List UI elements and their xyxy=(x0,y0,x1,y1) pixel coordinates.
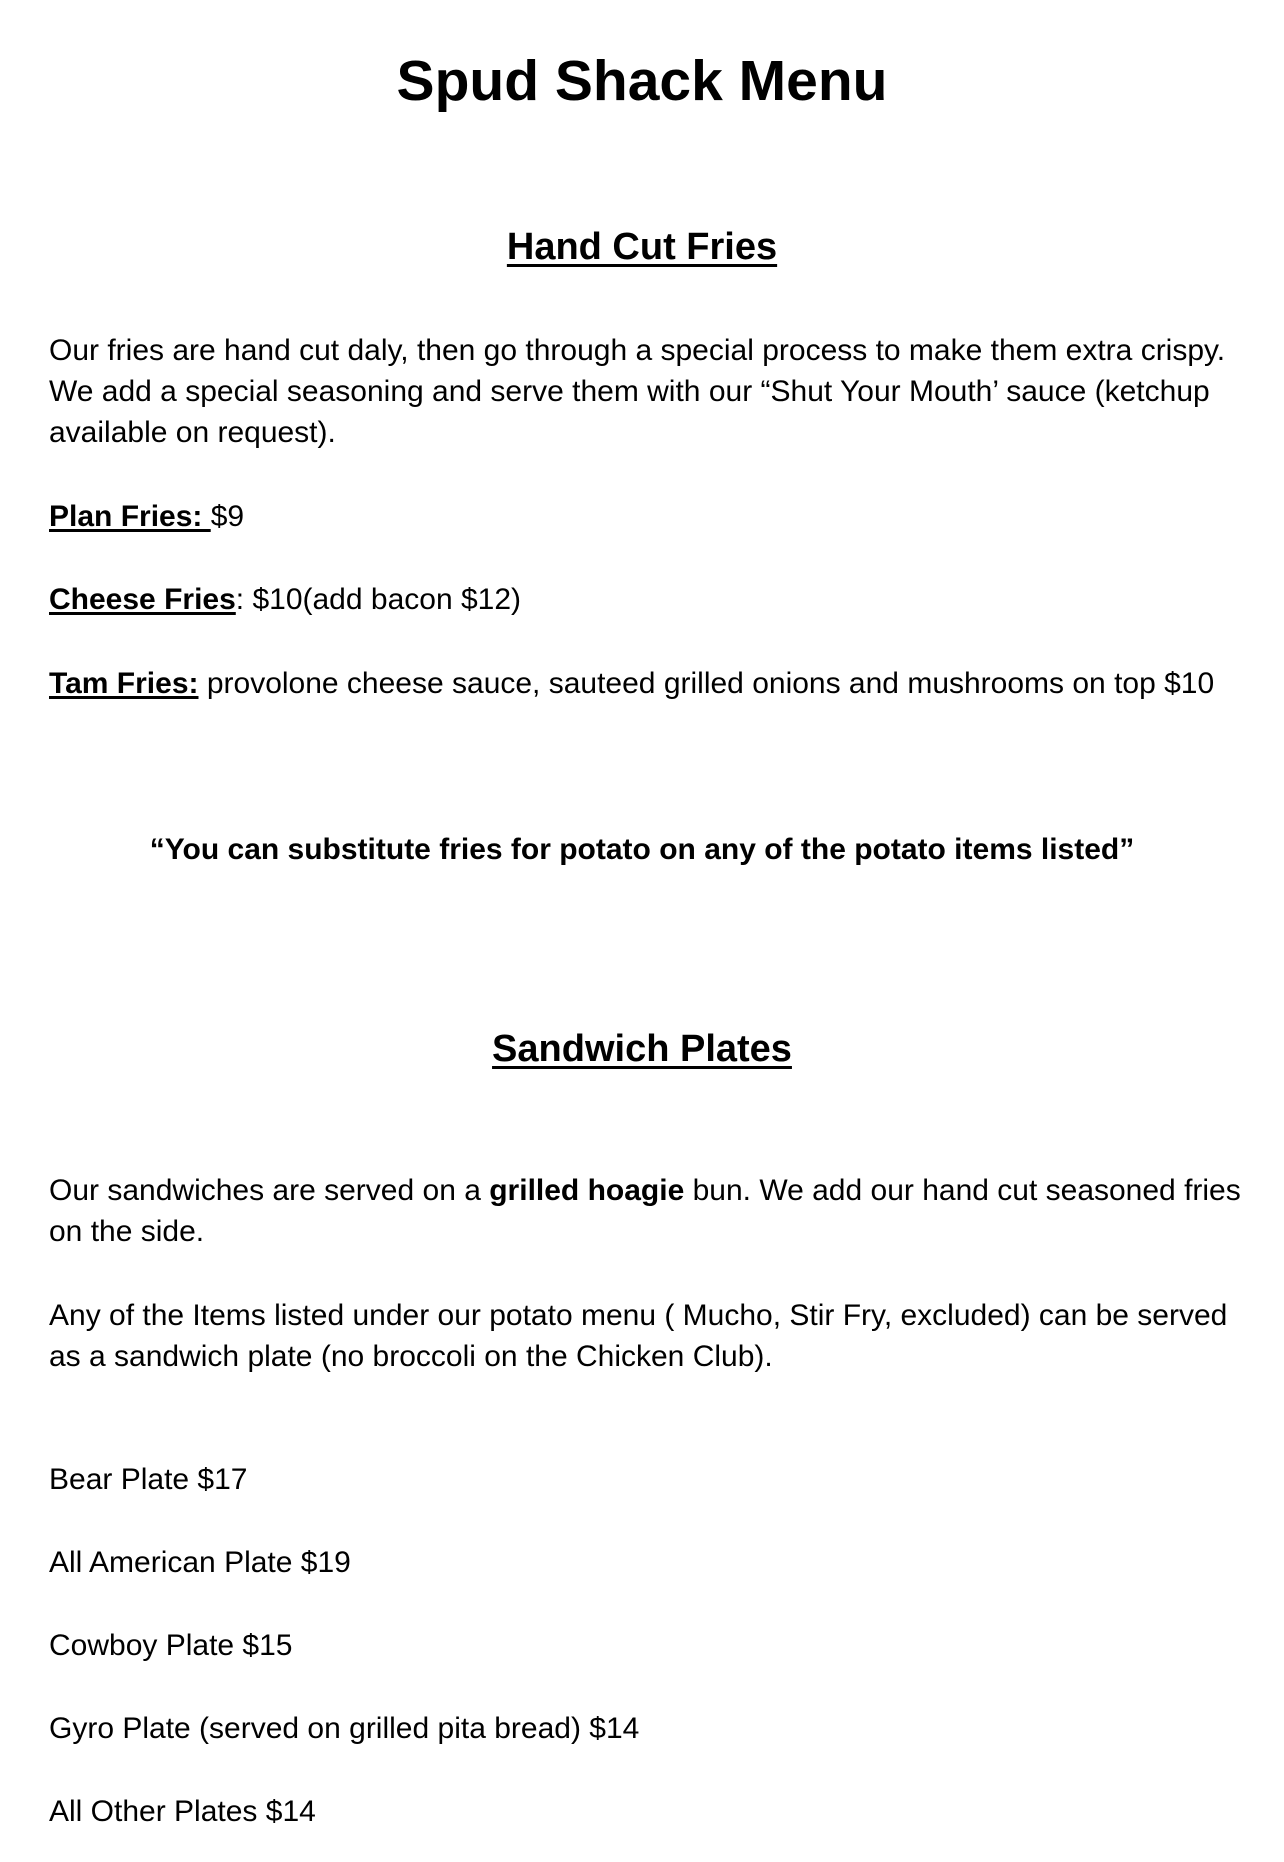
page-title: Spud Shack Menu xyxy=(396,49,888,113)
item-name: Plan Fries: xyxy=(49,500,211,533)
plate-item: All Other Plates $14 xyxy=(49,1795,316,1828)
sandwich-intro-2: Any of the Items listed under our potato menu ( Mucho, Stir Fry, excluded) can be served as a sandwich plate (no broccoli on the Chicken Club). xyxy=(49,1299,1228,1373)
item-desc: : $10(add bacon $12) xyxy=(235,583,522,616)
intro-bold-text: grilled hoagie xyxy=(489,1174,685,1207)
item-desc: $9 xyxy=(210,500,245,533)
intro-text: bun. We add our hand cut seasoned fries on the side. xyxy=(49,1174,1241,1248)
plate-item: All American Plate $19 xyxy=(49,1546,351,1579)
item-name: Tam Fries: xyxy=(49,667,199,700)
plate-item: Cowboy Plate $15 xyxy=(49,1629,293,1662)
sandwich-intro xyxy=(49,1170,1249,1252)
plate-item: Bear Plate $17 xyxy=(49,1463,248,1496)
fries-item-plan xyxy=(49,496,1249,537)
item-name: Cheese Fries xyxy=(49,583,236,616)
intro-text: Our sandwiches are served on a xyxy=(49,1174,490,1207)
fries-intro: Our fries are hand cut daly, then go through a special process to make them extra crispy. We add a special seasoning and serve them with our “Shut Your Mouth’ sauce (ketchup available on request). xyxy=(49,334,1226,449)
item-desc: provolone cheese sauce, sauteed grilled onions and mushrooms on top $10 xyxy=(198,667,1215,700)
fries-item-cheese xyxy=(49,579,1249,620)
sandwich-heading: Sandwich Plates xyxy=(492,1028,792,1070)
plate-item: Gyro Plate (served on grilled pita bread) $14 xyxy=(49,1712,640,1745)
fries-item-tam xyxy=(49,663,1249,704)
substitution-note: “You can substitute fries for potato on any of the potato items listed” xyxy=(149,833,1135,866)
fries-heading: Hand Cut Fries xyxy=(506,226,778,268)
